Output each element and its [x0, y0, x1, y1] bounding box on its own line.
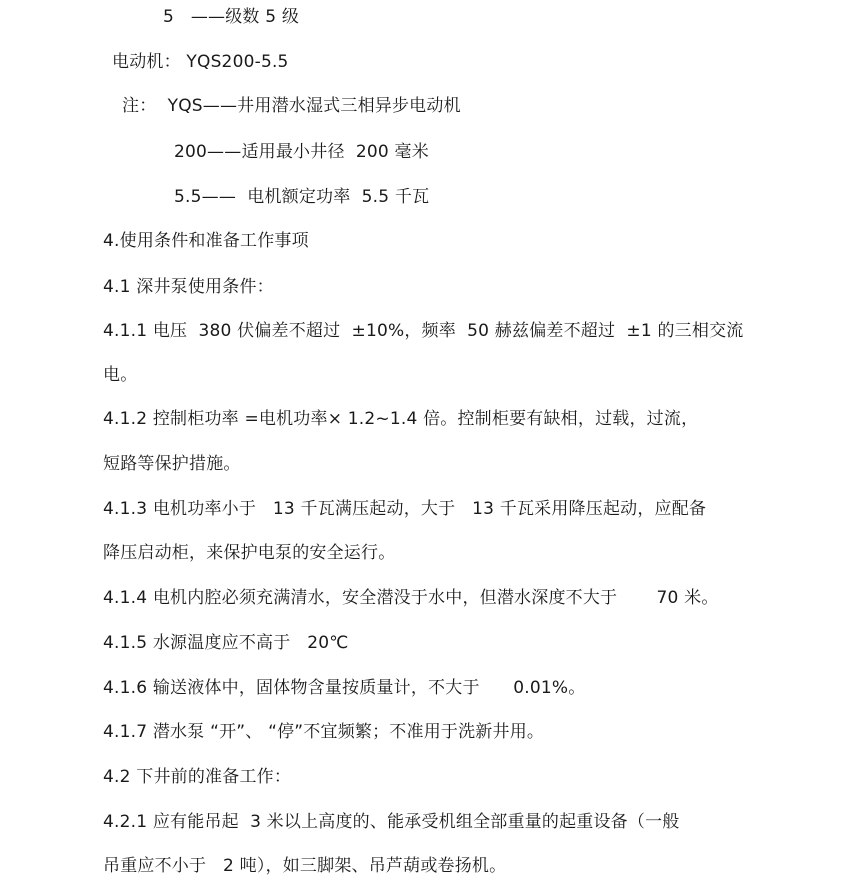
item-4-1-7: 4.1.7 潜水泵 “开”、 “停”不宜频繁；不准用于洗新井用。 [103, 722, 545, 742]
text-line-note-yqs: 注： YQS——井用潜水湿式三相异步电动机 [122, 96, 461, 116]
item-4-2-1-line-2: 吊重应不小于 2 吨），如三脚架、吊芦葫或卷扬机。 [103, 856, 507, 876]
section-heading-4-1: 4.1 深井泵使用条件： [103, 277, 274, 297]
item-4-1-1-line-2: 电。 [103, 365, 138, 385]
item-4-1-3-line-2: 降压启动柜，来保护电泵的安全运行。 [103, 543, 396, 563]
section-heading-4: 4.使用条件和准备工作事项 [103, 231, 309, 251]
item-4-1-1-line-1: 4.1.1 电压 380 伏偏差不超过 ±10%，频率 50 赫兹偏差不超过 ±1 的三相交流 [103, 321, 744, 341]
item-4-1-5: 4.1.5 水源温度应不高于 20℃ [103, 633, 349, 653]
item-4-1-2-line-1: 4.1.2 控制柜功率 =电机功率× 1.2~1.4 倍。控制柜要有缺相，过载，过流， [103, 409, 699, 429]
text-line-note-200: 200——适用最小井径 200 毫米 [174, 142, 429, 162]
text-line-stage-count: 5 ——级数 5 级 [163, 7, 300, 27]
item-4-1-3-line-1: 4.1.3 电机功率小于 13 千瓦满压起动，大于 13 千瓦采用降压起动，应配备 [103, 499, 707, 519]
text-line-note-5-5: 5.5—— 电机额定功率 5.5 千瓦 [174, 187, 430, 207]
item-4-2-1-line-1: 4.2.1 应有能吊起 3 米以上高度的、能承受机组全部重量的起重设备（一般 [103, 812, 680, 832]
item-4-1-6: 4.1.6 输送液体中，固体物含量按质量计，不大于 0.01%。 [103, 678, 586, 698]
item-4-1-4: 4.1.4 电机内腔必须充满清水，安全潜没于水中，但潜水深度不大于 70 米。 [103, 588, 719, 608]
item-4-1-2-line-2: 短路等保护措施。 [103, 454, 241, 474]
text-line-motor-model: 电动机： YQS200-5.5 [112, 52, 289, 72]
section-heading-4-2: 4.2 下井前的准备工作： [103, 767, 292, 787]
